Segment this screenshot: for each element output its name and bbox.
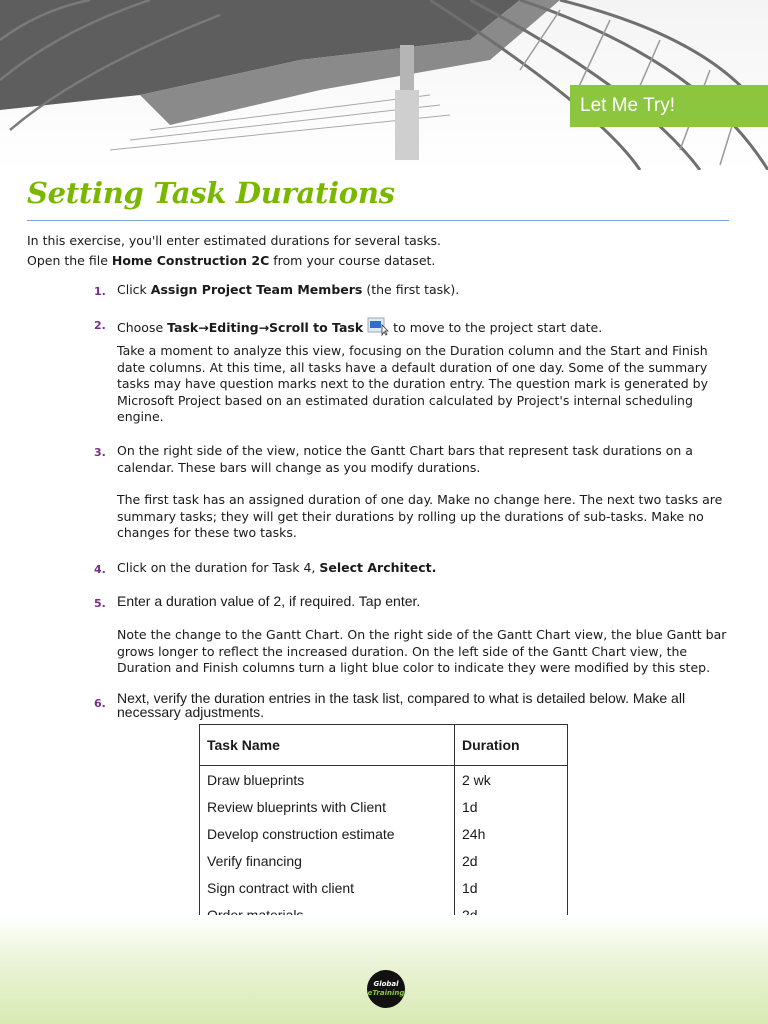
- task-name-cell: Verify financing: [200, 847, 455, 874]
- step-number: 6.: [94, 697, 106, 710]
- duration-cell: 1d: [455, 793, 568, 820]
- logo-text: Global: [373, 980, 399, 988]
- step-3-paragraph: The first task has an assigned duration of one day. Make no change here. The next two tasks are summary tasks; they will get their durations by rolling up the durations of sub-tasks. Make no changes for these two tasks.: [117, 492, 723, 540]
- intro-line-1: In this exercise, you'll enter estimated durations for several tasks.: [27, 233, 442, 248]
- table-row: [200, 766, 568, 794]
- duration-cell: 2 wk: [455, 766, 568, 794]
- global-etraining-logo: [367, 970, 405, 1008]
- step-keyword: Task→Editing→Scroll to Task: [167, 320, 364, 335]
- logo-text: eTraining: [367, 989, 405, 997]
- table-row: [200, 847, 568, 874]
- step-number: 1.: [94, 285, 106, 298]
- step-keyword: Assign Project Team Members: [150, 282, 363, 297]
- intro-text: Open the file: [27, 253, 112, 268]
- step-2-paragraph: Take a moment to analyze this view, focusing on the Duration column and the Start and Finish date columns. At this time, all tasks have a default duration of one day. Some of the summary tasks may have question marks next to the duration entry. The question mark is generated by Microsoft Project based on an estimated duration calculated by Project's internal scheduling engine.: [117, 343, 709, 424]
- task-name-cell: Review blueprints with Client: [200, 793, 455, 820]
- step-number: 4.: [94, 563, 106, 576]
- step-text: to move to the project start date.: [393, 320, 603, 335]
- task-name-cell: Develop construction estimate: [200, 820, 455, 847]
- column-header-task-name: Task Name: [200, 725, 455, 766]
- step-6-text: Next, verify the duration entries in the task list, compared to what is detailed below. Make all necessary adjustments.: [117, 690, 686, 720]
- step-4-text: [117, 560, 727, 577]
- step-text: Click: [117, 282, 151, 297]
- task-name-cell: Sign contract with client: [200, 874, 455, 901]
- task-name-cell: Draw blueprints: [200, 766, 455, 794]
- title-divider: [27, 220, 729, 221]
- step-text: Click on the duration for Task 4,: [117, 560, 320, 575]
- page-title: Setting Task Durations: [27, 176, 395, 210]
- let-me-try-badge: Let Me Try!: [570, 85, 768, 127]
- duration-cell: 24h: [455, 820, 568, 847]
- step-text: Choose: [117, 320, 168, 335]
- step-number: 5.: [94, 597, 106, 610]
- intro-line-2: [27, 253, 435, 268]
- duration-cell: 2d: [455, 847, 568, 874]
- table-row: [200, 793, 568, 820]
- step-number: 2.: [94, 319, 106, 332]
- intro-text: from your course dataset.: [269, 253, 436, 268]
- table-row: [200, 820, 568, 847]
- duration-cell: 1d: [455, 874, 568, 901]
- step-text: (the first task).: [362, 282, 460, 297]
- step-5-paragraph: Note the change to the Gantt Chart. On the right side of the Gantt Chart view, the blue Gantt bar grows longer to reflect the increased duration. On the left side of the Gantt Chart view, the Duration and Finish columns turn a light blue color to indicate they were modified by this step.: [117, 627, 727, 675]
- dataset-file-name: Home Construction 2C: [111, 253, 270, 268]
- table-header-row: [200, 725, 568, 766]
- step-3-text: On the right side of the view, notice the Gantt Chart bars that represent task durations on a calendar. These bars will change as you modify durations.: [117, 443, 693, 475]
- scroll-to-task-icon: [367, 316, 389, 336]
- table-row: [200, 874, 568, 901]
- step-number: 3.: [94, 446, 106, 459]
- step-keyword: Select Architect.: [319, 560, 437, 575]
- step-5-text: Enter a duration value of 2, if required. Tap enter.: [117, 593, 421, 609]
- column-header-duration: Duration: [455, 725, 568, 766]
- step-1-text: [117, 282, 727, 299]
- task-duration-table: [199, 724, 568, 929]
- step-2-text: [117, 316, 727, 337]
